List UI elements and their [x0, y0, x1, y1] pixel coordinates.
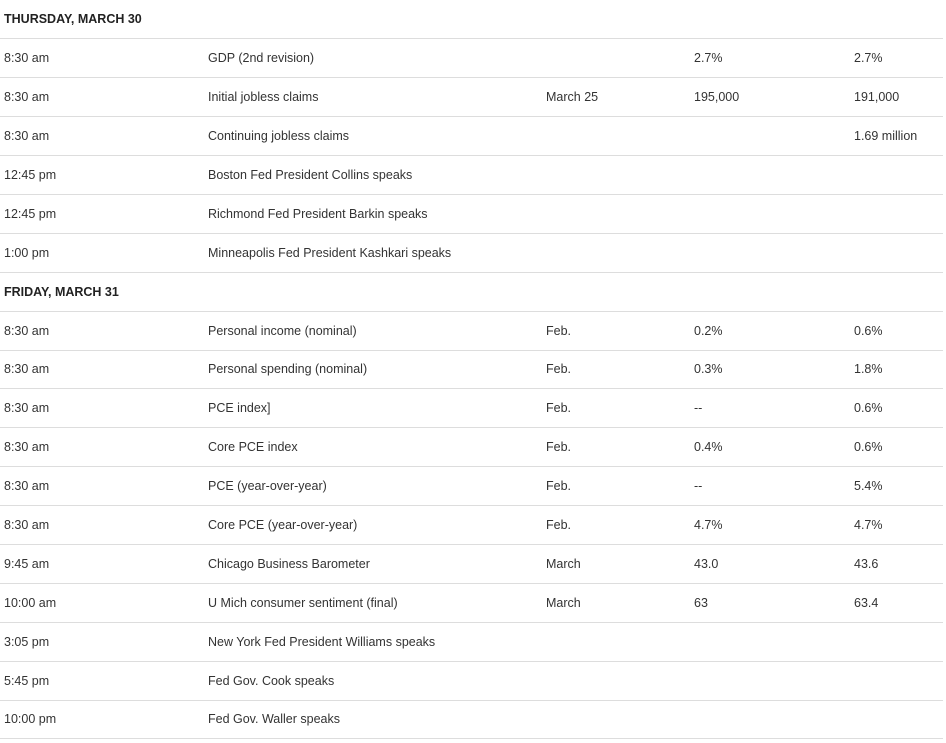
previous-cell — [850, 156, 943, 195]
previous-cell: 0.6% — [850, 389, 943, 428]
previous-cell — [850, 700, 943, 739]
event-cell: U Mich consumer sentiment (final) — [204, 583, 542, 622]
table-row — [0, 583, 943, 622]
time-cell: 10:00 pm — [0, 700, 204, 739]
event-cell: PCE index] — [204, 389, 542, 428]
period-cell — [542, 233, 690, 272]
time-cell: 8:30 am — [0, 467, 204, 506]
forecast-cell — [690, 700, 850, 739]
forecast-cell: 63 — [690, 583, 850, 622]
period-cell: March 25 — [542, 78, 690, 117]
forecast-cell: 2.7% — [690, 39, 850, 78]
previous-cell — [850, 233, 943, 272]
table-row — [0, 622, 943, 661]
forecast-cell: 43.0 — [690, 544, 850, 583]
previous-cell: 63.4 — [850, 583, 943, 622]
time-cell: 3:05 pm — [0, 622, 204, 661]
time-cell: 5:45 pm — [0, 661, 204, 700]
forecast-cell: -- — [690, 467, 850, 506]
time-cell: 8:30 am — [0, 428, 204, 467]
table-row — [0, 311, 943, 350]
table-row — [0, 544, 943, 583]
previous-cell: 0.6% — [850, 311, 943, 350]
period-cell — [542, 622, 690, 661]
day-heading-row — [0, 0, 943, 39]
period-cell: Feb. — [542, 506, 690, 545]
day-heading: FRIDAY, MARCH 31 — [0, 272, 943, 311]
event-cell: Core PCE index — [204, 428, 542, 467]
event-cell: PCE (year-over-year) — [204, 467, 542, 506]
period-cell: Feb. — [542, 428, 690, 467]
forecast-cell: 4.7% — [690, 506, 850, 545]
forecast-cell: 0.4% — [690, 428, 850, 467]
time-cell: 8:30 am — [0, 506, 204, 545]
time-cell: 8:30 am — [0, 350, 204, 389]
time-cell: 8:30 am — [0, 389, 204, 428]
time-cell: 12:45 pm — [0, 194, 204, 233]
event-cell: GDP (2nd revision) — [204, 39, 542, 78]
forecast-cell — [690, 661, 850, 700]
previous-cell: 1.69 million — [850, 117, 943, 156]
period-cell: Feb. — [542, 389, 690, 428]
table-row — [0, 233, 943, 272]
event-cell: Fed Gov. Waller speaks — [204, 700, 542, 739]
table-row — [0, 350, 943, 389]
forecast-cell: -- — [690, 389, 850, 428]
previous-cell — [850, 194, 943, 233]
period-cell — [542, 39, 690, 78]
previous-cell: 4.7% — [850, 506, 943, 545]
event-cell: Boston Fed President Collins speaks — [204, 156, 542, 195]
table-row — [0, 700, 943, 739]
period-cell — [542, 194, 690, 233]
event-cell: Chicago Business Barometer — [204, 544, 542, 583]
day-heading-row — [0, 272, 943, 311]
event-cell: Continuing jobless claims — [204, 117, 542, 156]
previous-cell — [850, 622, 943, 661]
period-cell: March — [542, 544, 690, 583]
period-cell: Feb. — [542, 350, 690, 389]
table-row — [0, 428, 943, 467]
event-cell: Personal income (nominal) — [204, 311, 542, 350]
period-cell: March — [542, 583, 690, 622]
event-cell: New York Fed President Williams speaks — [204, 622, 542, 661]
previous-cell: 191,000 — [850, 78, 943, 117]
time-cell: 12:45 pm — [0, 156, 204, 195]
previous-cell: 1.8% — [850, 350, 943, 389]
table-row — [0, 194, 943, 233]
previous-cell: 2.7% — [850, 39, 943, 78]
event-cell: Personal spending (nominal) — [204, 350, 542, 389]
time-cell: 1:00 pm — [0, 233, 204, 272]
time-cell: 10:00 am — [0, 583, 204, 622]
event-cell: Richmond Fed President Barkin speaks — [204, 194, 542, 233]
forecast-cell — [690, 622, 850, 661]
time-cell: 8:30 am — [0, 117, 204, 156]
event-cell: Core PCE (year-over-year) — [204, 506, 542, 545]
period-cell — [542, 661, 690, 700]
forecast-cell — [690, 117, 850, 156]
time-cell: 8:30 am — [0, 39, 204, 78]
forecast-cell — [690, 233, 850, 272]
previous-cell — [850, 661, 943, 700]
forecast-cell: 0.2% — [690, 311, 850, 350]
event-cell: Minneapolis Fed President Kashkari speaks — [204, 233, 542, 272]
forecast-cell: 195,000 — [690, 78, 850, 117]
time-cell: 9:45 am — [0, 544, 204, 583]
forecast-cell: 0.3% — [690, 350, 850, 389]
table-row — [0, 39, 943, 78]
table-row — [0, 389, 943, 428]
previous-cell: 0.6% — [850, 428, 943, 467]
forecast-cell — [690, 194, 850, 233]
event-cell: Initial jobless claims — [204, 78, 542, 117]
time-cell: 8:30 am — [0, 78, 204, 117]
time-cell: 8:30 am — [0, 311, 204, 350]
table-row — [0, 661, 943, 700]
table-row — [0, 78, 943, 117]
table-row — [0, 467, 943, 506]
event-cell: Fed Gov. Cook speaks — [204, 661, 542, 700]
forecast-cell — [690, 156, 850, 195]
table-row — [0, 117, 943, 156]
period-cell: Feb. — [542, 467, 690, 506]
previous-cell: 43.6 — [850, 544, 943, 583]
period-cell: Feb. — [542, 311, 690, 350]
day-heading: THURSDAY, MARCH 30 — [0, 0, 943, 39]
previous-cell: 5.4% — [850, 467, 943, 506]
table-row — [0, 156, 943, 195]
period-cell — [542, 117, 690, 156]
period-cell — [542, 156, 690, 195]
period-cell — [542, 700, 690, 739]
table-row — [0, 506, 943, 545]
